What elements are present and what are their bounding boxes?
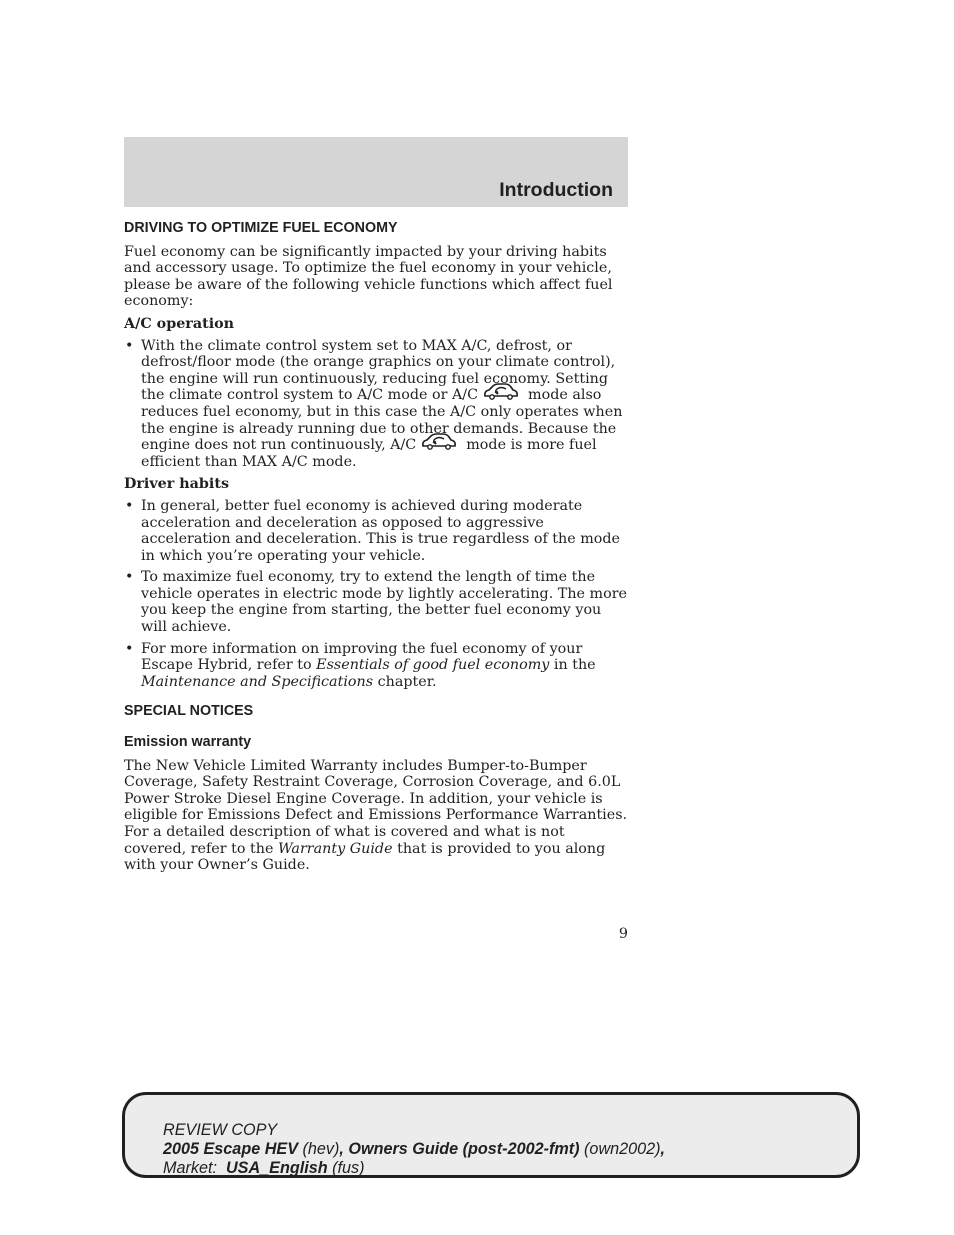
list-item: • In general, better fuel economy is achieved during moderate acceleration and deceleration as opposed to aggressive acceleration and deceleration. This is true regardless of the mode in which you’re operating your vehicle. (124, 498, 630, 564)
italic-reference: Maintenance and Specifications (141, 673, 374, 690)
italic-reference: Warranty Guide (277, 840, 393, 857)
review-line-1: REVIEW COPY (163, 1121, 278, 1139)
ac-text-part2: mode also reduces fuel economy, but in this case the A/C only operates when the engine is already running due to other demands. Because the engine does not run continuously, A/C (141, 387, 623, 454)
list-text: For more information on improving the fuel economy of your Escape Hybrid, refer to (141, 640, 583, 674)
heading-special-notices: SPECIAL NOTICES (124, 703, 254, 720)
footer-text: (own2002) (579, 1140, 661, 1158)
ac-text-part3: mode is more fuel efficient than MAX A/C mode. (141, 437, 597, 470)
italic-reference: Essentials of good fuel economy (316, 657, 550, 674)
list-item: • To maximize fuel economy, try to extend the length of time the vehicle operates in electric mode by lightly accelerating. The more you keep the engine from starting, the better fuel economy you will achieve. (124, 569, 630, 635)
recirculation-car-icon (482, 382, 520, 407)
driver-bullet-list (124, 498, 630, 691)
review-line-3 (163, 1159, 665, 1178)
paragraph-text: that is provided to you along with your Owner’s Guide. (124, 840, 606, 874)
ac-text-part1: With the climate control system set to MAX A/C, defrost, or defrost/floor mode (the orange graphics on your climate control), the engine will run continuously, reducing fuel economy. Setting the climate control system to A/C mode or A/C (141, 337, 616, 404)
heading-driver-habits: Driver habits (124, 476, 230, 493)
ac-bullet-list (124, 338, 630, 471)
footer-bold: , Owners Guide (post-2002-fmt) (339, 1140, 580, 1158)
footer-bold: USA_English (225, 1159, 328, 1177)
page-number: 9 (618, 926, 628, 942)
warranty-paragraph (124, 758, 630, 874)
footer-text: (fus) (327, 1159, 365, 1177)
heading-ac-operation: A/C operation (124, 315, 235, 332)
heading-emission-warranty: Emission warranty (124, 734, 252, 751)
section-header-band (124, 137, 628, 207)
paragraph-text: The New Vehicle Limited Warranty includes Bumper-to-Bumper Coverage, Safety Restraint Coverage, Corrosion Coverage, and 6.0L Power Stroke Diesel Engine Coverage. In addition, your vehicle is eligible for Emissions Defect and Emissions Performance Warranties. For a detailed description of what is covered and what is not covered, refer to the (124, 757, 628, 857)
review-copy-text (163, 1121, 665, 1178)
intro-paragraph: Fuel economy can be significantly impacted by your driving habits and accessory usage. To optimize the fuel economy in your vehicle, please be aware of the following vehicle functions which affect fuel economy: (124, 243, 613, 310)
page-content (124, 220, 630, 874)
list-text: chapter. (377, 673, 437, 690)
list-item (124, 641, 630, 691)
section-title: Introduction (499, 179, 613, 201)
list-item (124, 338, 630, 471)
heading-fuel-economy: DRIVING TO OPTIMIZE FUEL ECONOMY (124, 220, 398, 236)
footer-text: Market: (163, 1159, 226, 1177)
footer-bold: 2005 Escape HEV (163, 1140, 298, 1158)
review-line-2 (163, 1140, 665, 1159)
footer-text: (hev) (298, 1140, 340, 1158)
footer-bold: , (660, 1140, 666, 1158)
recirculation-car-icon (420, 432, 458, 457)
list-text: in the (553, 657, 596, 674)
review-copy-footer (122, 1092, 860, 1178)
